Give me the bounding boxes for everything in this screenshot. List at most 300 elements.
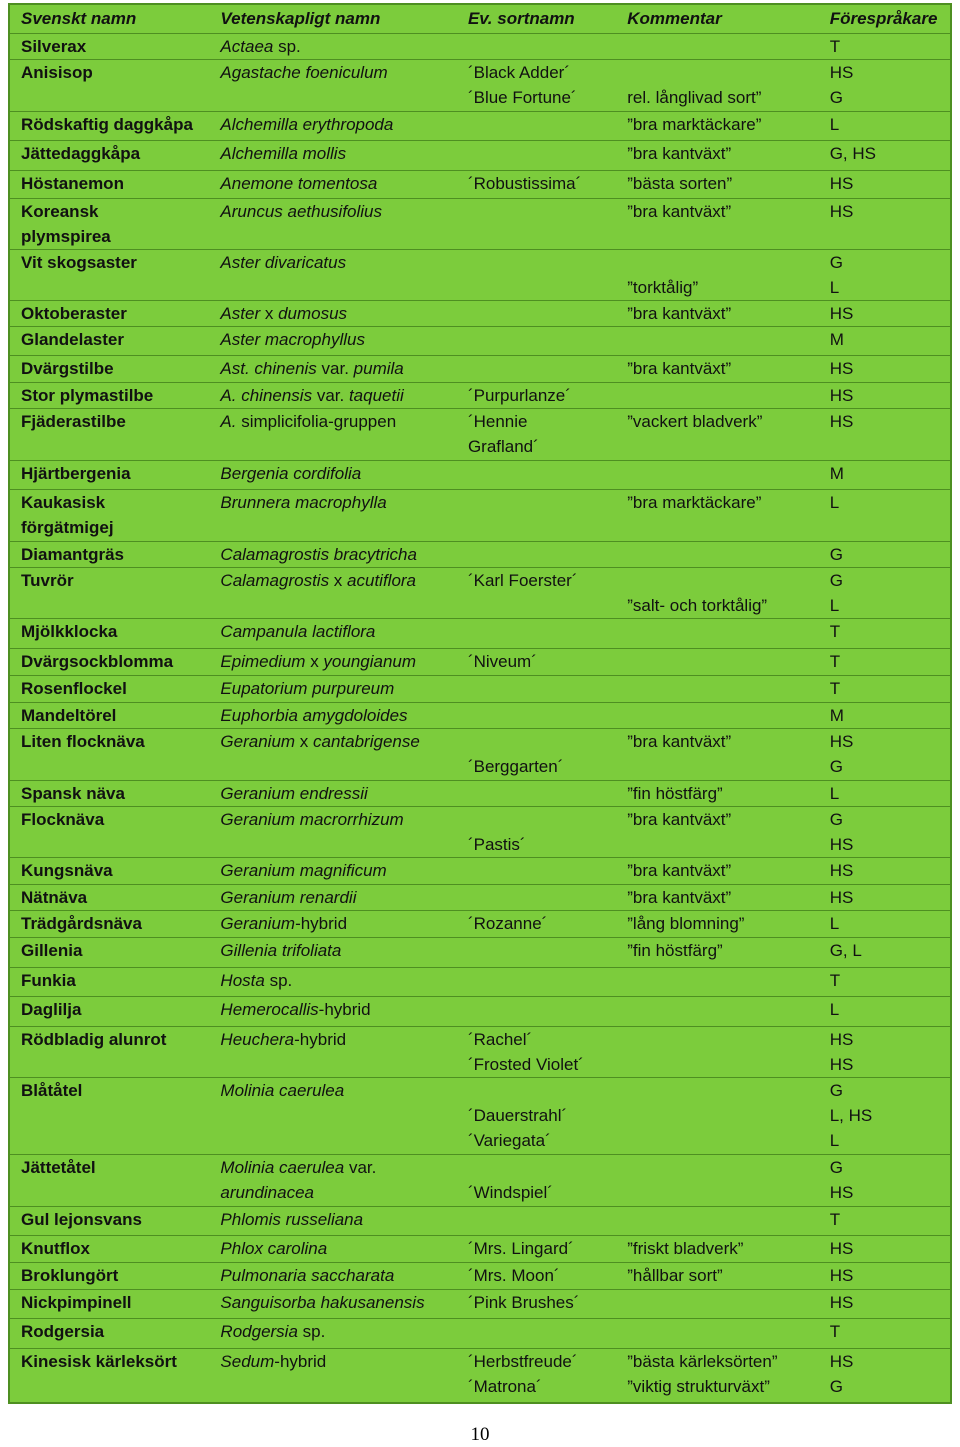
comment-cell xyxy=(616,409,818,461)
advocate-cell xyxy=(819,568,951,619)
scientific-name-cell xyxy=(209,171,457,199)
advocate-line: T xyxy=(829,1210,841,1229)
swedish-name-cell xyxy=(9,327,209,356)
scientific-name-line xyxy=(220,885,457,910)
comment-line: ”salt- och torktålig” xyxy=(627,596,768,615)
scientific-name-cell xyxy=(209,1207,457,1236)
scientific-name-line xyxy=(220,619,457,644)
advocate-cell xyxy=(819,1236,951,1263)
scientific-name-part: x xyxy=(260,304,279,323)
advocate-line: G xyxy=(829,571,843,590)
advocate-cell xyxy=(819,1207,951,1236)
advocate-line: HS xyxy=(829,63,854,82)
comment-cell xyxy=(616,729,818,781)
advocate-cell xyxy=(819,112,951,141)
advocate-line: L, HS xyxy=(829,1106,873,1125)
comment-cell xyxy=(616,807,818,858)
cultivar-line: ´Rozanne´ xyxy=(467,914,548,933)
cultivar-line: ´Matrona´ xyxy=(467,1377,542,1396)
advocate-cell xyxy=(819,997,951,1027)
table-row xyxy=(9,383,951,409)
swedish-name-cell xyxy=(9,141,209,171)
swedish-name-cell xyxy=(9,807,209,858)
cultivar-cell xyxy=(457,858,616,885)
scientific-name-part: Ast. chinenis xyxy=(220,359,317,378)
swedish-name-line: Rödskaftig daggkåpa xyxy=(21,115,193,134)
scientific-name-part: sp. xyxy=(264,971,293,990)
scientific-name-part: Alchemilla mollis xyxy=(220,144,347,163)
table-row xyxy=(9,781,951,807)
cultivar-line: Grafland´ xyxy=(467,437,539,456)
cultivar-line xyxy=(468,729,616,754)
advocate-cell xyxy=(819,649,951,676)
scientific-name-part: x xyxy=(295,732,314,751)
table-row xyxy=(9,327,951,356)
scientific-name-line xyxy=(220,1027,457,1052)
scientific-name-part: x xyxy=(329,571,348,590)
scientific-name-line xyxy=(220,1207,457,1232)
advocate-cell xyxy=(819,542,951,568)
swedish-name-cell xyxy=(9,250,209,301)
cultivar-line: ´Karl Foerster´ xyxy=(467,571,578,590)
comment-line: ”hållbar sort” xyxy=(627,1266,723,1285)
cultivar-line: ´Blue Fortune´ xyxy=(467,88,577,107)
scientific-name-part: Phlox carolina xyxy=(220,1239,328,1258)
advocate-cell xyxy=(819,60,951,112)
advocate-cell xyxy=(819,911,951,938)
comment-cell xyxy=(616,997,818,1027)
advocate-cell xyxy=(819,885,951,911)
scientific-name-line xyxy=(220,327,457,352)
comment-line: ”bästa kärleksörten” xyxy=(627,1352,778,1371)
table-row xyxy=(9,542,951,568)
comment-line: ”bra kantväxt” xyxy=(627,732,732,751)
scientific-name-cell xyxy=(209,60,457,112)
advocate-cell xyxy=(819,938,951,968)
scientific-name-line xyxy=(220,171,457,196)
table-row xyxy=(9,858,951,885)
swedish-name-cell xyxy=(9,171,209,199)
swedish-name-cell xyxy=(9,1027,209,1078)
comment-cell xyxy=(616,619,818,649)
swedish-name-cell xyxy=(9,858,209,885)
scientific-name-cell xyxy=(209,141,457,171)
comment-cell xyxy=(616,171,818,199)
scientific-name-part: Alchemilla erythropoda xyxy=(220,115,394,134)
advocate-line: L xyxy=(829,596,840,615)
swedish-name-line: Diamantgräs xyxy=(21,545,124,564)
scientific-name-part: A. chinensis xyxy=(220,386,313,405)
advocate-line: G xyxy=(829,253,843,272)
scientific-name-part: x xyxy=(305,652,324,671)
scientific-name-line xyxy=(220,703,457,728)
advocate-line: HS xyxy=(829,1055,854,1074)
scientific-name-cell xyxy=(209,911,457,938)
table-row xyxy=(9,1078,951,1155)
comment-line: ”torktålig” xyxy=(627,278,699,297)
scientific-name-part: cantabrigense xyxy=(313,732,420,751)
swedish-name-line: Rödbladig alunrot xyxy=(21,1030,167,1049)
cultivar-cell xyxy=(457,1349,616,1403)
advocate-cell xyxy=(819,1290,951,1319)
header-cultivar: Ev. sortnamn xyxy=(457,4,616,34)
scientific-name-cell xyxy=(209,34,457,60)
scientific-name-part: Agastache foeniculum xyxy=(220,63,388,82)
advocate-cell xyxy=(819,807,951,858)
advocate-cell xyxy=(819,327,951,356)
table-row xyxy=(9,1349,951,1403)
cultivar-cell xyxy=(457,1236,616,1263)
scientific-name-line xyxy=(220,1180,457,1205)
scientific-name-part: acutiflora xyxy=(347,571,417,590)
scientific-name-part: Anemone tomentosa xyxy=(220,174,378,193)
advocate-cell xyxy=(819,676,951,703)
comment-line: ”fin höstfärg” xyxy=(627,941,723,960)
swedish-name-line: Jättetåtel xyxy=(21,1158,96,1177)
swedish-name-cell xyxy=(9,703,209,729)
swedish-name-cell xyxy=(9,568,209,619)
table-row xyxy=(9,461,951,490)
cultivar-line: ´Niveum´ xyxy=(467,652,537,671)
scientific-name-part: Hemerocallis xyxy=(220,1000,319,1019)
scientific-name-cell xyxy=(209,968,457,997)
scientific-name-part: -hybrid xyxy=(294,1030,347,1049)
scientific-name-line xyxy=(220,807,457,832)
swedish-name-line: Glandelaster xyxy=(21,330,124,349)
swedish-name-line: Oktoberaster xyxy=(21,304,127,323)
scientific-name-part: var. xyxy=(316,359,354,378)
scientific-name-cell xyxy=(209,1319,457,1349)
table-row xyxy=(9,1236,951,1263)
swedish-name-cell xyxy=(9,885,209,911)
table-row xyxy=(9,568,951,619)
cultivar-line: ´Mrs. Moon´ xyxy=(467,1266,560,1285)
comment-cell xyxy=(616,968,818,997)
cultivar-cell xyxy=(457,968,616,997)
scientific-name-part: Geranium renardii xyxy=(220,888,357,907)
scientific-name-line xyxy=(220,141,457,166)
scientific-name-cell xyxy=(209,729,457,781)
advocate-cell xyxy=(819,619,951,649)
swedish-name-line: Kungsnäva xyxy=(21,861,113,880)
scientific-name-line xyxy=(220,968,457,993)
swedish-name-line: Stor plymastilbe xyxy=(21,386,154,405)
swedish-name-cell xyxy=(9,461,209,490)
table-row xyxy=(9,885,951,911)
comment-cell xyxy=(616,858,818,885)
advocate-cell xyxy=(819,199,951,250)
scientific-name-cell xyxy=(209,1236,457,1263)
table-row xyxy=(9,729,951,781)
scientific-name-cell xyxy=(209,781,457,807)
scientific-name-cell xyxy=(209,807,457,858)
swedish-name-cell xyxy=(9,1290,209,1319)
scientific-name-part: Campanula lactiflora xyxy=(220,622,376,641)
advocate-line: T xyxy=(829,1322,841,1341)
scientific-name-cell xyxy=(209,858,457,885)
scientific-name-line xyxy=(220,60,457,85)
comment-cell xyxy=(616,568,818,619)
advocate-line: G xyxy=(829,757,843,776)
comment-line: ”friskt bladverk” xyxy=(627,1239,744,1258)
advocate-line: HS xyxy=(829,835,854,854)
scientific-name-cell xyxy=(209,409,457,461)
swedish-name-line: Knutflox xyxy=(21,1239,90,1258)
comment-line: ”lång blomning” xyxy=(627,914,745,933)
scientific-name-part: Geranium endressii xyxy=(220,784,368,803)
advocate-line: G xyxy=(829,810,843,829)
advocate-cell xyxy=(819,1078,951,1155)
cultivar-cell xyxy=(457,34,616,60)
advocate-cell xyxy=(819,968,951,997)
scientific-name-line xyxy=(220,1078,457,1103)
swedish-name-cell xyxy=(9,1207,209,1236)
scientific-name-part: simplicifolia-gruppen xyxy=(236,412,397,431)
comment-line xyxy=(627,60,818,85)
comment-cell xyxy=(616,356,818,383)
cultivar-cell xyxy=(457,807,616,858)
comment-cell xyxy=(616,1236,818,1263)
table-row xyxy=(9,34,951,60)
cultivar-cell xyxy=(457,490,616,542)
swedish-name-cell xyxy=(9,729,209,781)
cultivar-cell xyxy=(457,1319,616,1349)
swedish-name-cell xyxy=(9,356,209,383)
scientific-name-line xyxy=(220,649,457,674)
advocate-cell xyxy=(819,250,951,301)
scientific-name-line xyxy=(220,1155,457,1180)
cultivar-cell xyxy=(457,1155,616,1207)
table-row xyxy=(9,356,951,383)
scientific-name-part: Aster divaricatus xyxy=(220,253,347,272)
comment-cell xyxy=(616,60,818,112)
swedish-name-line: Liten flocknäva xyxy=(21,732,145,751)
cultivar-line: ´Windspiel´ xyxy=(467,1183,553,1202)
scientific-name-part: Calamagrostis bracytricha xyxy=(220,545,417,564)
comment-cell xyxy=(616,542,818,568)
advocate-line: L xyxy=(829,784,840,803)
scientific-name-part: Gillenia trifoliata xyxy=(220,941,342,960)
cultivar-cell xyxy=(457,60,616,112)
advocate-line: L xyxy=(829,493,840,512)
comment-line xyxy=(627,250,818,275)
comment-cell xyxy=(616,703,818,729)
comment-line: ”fin höstfärg” xyxy=(627,784,723,803)
comment-cell xyxy=(616,112,818,141)
scientific-name-cell xyxy=(209,1078,457,1155)
comment-line: ”bra marktäckare” xyxy=(627,115,762,134)
swedish-name-cell xyxy=(9,490,209,542)
swedish-name-line: Hjärtbergenia xyxy=(21,464,131,483)
swedish-name-cell xyxy=(9,1263,209,1290)
comment-cell xyxy=(616,649,818,676)
table-row xyxy=(9,703,951,729)
comment-cell xyxy=(616,1349,818,1403)
advocate-cell xyxy=(819,781,951,807)
scientific-name-line xyxy=(220,676,457,701)
advocate-line: T xyxy=(829,971,841,990)
advocate-cell xyxy=(819,356,951,383)
cultivar-line: ´Hennie xyxy=(467,412,528,431)
cultivar-cell xyxy=(457,649,616,676)
advocate-line: HS xyxy=(829,732,854,751)
swedish-name-cell xyxy=(9,1155,209,1207)
cultivar-cell xyxy=(457,250,616,301)
cultivar-cell xyxy=(457,327,616,356)
comment-cell xyxy=(616,911,818,938)
cultivar-line xyxy=(468,1078,616,1103)
comment-line: ”bästa sorten” xyxy=(627,174,733,193)
advocate-line: G, L xyxy=(829,941,862,960)
advocate-cell xyxy=(819,1349,951,1403)
scientific-name-line xyxy=(220,356,457,381)
cultivar-cell xyxy=(457,542,616,568)
swedish-name-cell xyxy=(9,968,209,997)
swedish-name-line: Broklungört xyxy=(21,1266,119,1285)
scientific-name-cell xyxy=(209,490,457,542)
scientific-name-line xyxy=(220,199,457,224)
scientific-name-line xyxy=(220,461,457,486)
comment-line: ”bra kantväxt” xyxy=(627,861,732,880)
swedish-name-cell xyxy=(9,911,209,938)
advocate-line: HS xyxy=(829,1293,854,1312)
advocate-line: G xyxy=(829,1158,843,1177)
advocate-line: T xyxy=(829,37,841,56)
advocate-line: HS xyxy=(829,1239,854,1258)
table-row xyxy=(9,807,951,858)
advocate-cell xyxy=(819,461,951,490)
comment-cell xyxy=(616,34,818,60)
comment-cell xyxy=(616,676,818,703)
swedish-name-line: Vit skogsaster xyxy=(21,253,137,272)
table-row xyxy=(9,250,951,301)
scientific-name-part: Heuchera xyxy=(220,1030,295,1049)
advocate-line: HS xyxy=(829,359,854,378)
scientific-name-part: youngianum xyxy=(323,652,417,671)
cultivar-cell xyxy=(457,301,616,327)
swedish-name-cell xyxy=(9,199,209,250)
advocate-line: HS xyxy=(829,412,854,431)
comment-line: ”bra kantväxt” xyxy=(627,888,732,907)
scientific-name-part: Euphorbia amygdoloides xyxy=(220,706,408,725)
table-row xyxy=(9,409,951,461)
cultivar-cell xyxy=(457,112,616,141)
table-row xyxy=(9,112,951,141)
cultivar-line: ´Variegata´ xyxy=(467,1131,551,1150)
plant-table xyxy=(8,3,952,1404)
cultivar-cell xyxy=(457,619,616,649)
scientific-name-cell xyxy=(209,568,457,619)
cultivar-cell xyxy=(457,885,616,911)
comment-cell xyxy=(616,1290,818,1319)
swedish-name-line: Gillenia xyxy=(21,941,83,960)
cultivar-line: ´Berggarten´ xyxy=(467,757,564,776)
scientific-name-cell xyxy=(209,938,457,968)
table-row xyxy=(9,649,951,676)
comment-line: ”bra kantväxt” xyxy=(627,202,732,221)
scientific-name-part: pumila xyxy=(353,359,404,378)
table-row xyxy=(9,968,951,997)
advocate-cell xyxy=(819,1155,951,1207)
cultivar-line: ´Purpurlanze´ xyxy=(467,386,571,405)
swedish-name-line: Dvärgsockblomma xyxy=(21,652,174,671)
scientific-name-part: Epimedium xyxy=(220,652,306,671)
advocate-cell xyxy=(819,1319,951,1349)
advocate-cell xyxy=(819,141,951,171)
table-row xyxy=(9,1155,951,1207)
scientific-name-part: Geranium xyxy=(220,914,296,933)
comment-cell xyxy=(616,461,818,490)
table-row xyxy=(9,619,951,649)
swedish-name-line: Anisisop xyxy=(21,63,93,82)
table-row xyxy=(9,1207,951,1236)
advocate-cell xyxy=(819,703,951,729)
scientific-name-part: Phlomis russeliana xyxy=(220,1210,364,1229)
scientific-name-part: sp. xyxy=(297,1322,326,1341)
scientific-name-line xyxy=(220,301,457,326)
scientific-name-cell xyxy=(209,1027,457,1078)
cultivar-line xyxy=(468,1155,616,1180)
advocate-cell xyxy=(819,301,951,327)
comment-line: ”bra kantväxt” xyxy=(627,810,732,829)
comment-cell xyxy=(616,781,818,807)
header-swedish-name: Svenskt namn xyxy=(9,4,209,34)
scientific-name-part: Aster xyxy=(220,304,261,323)
scientific-name-line xyxy=(220,409,457,434)
scientific-name-part: Eupatorium purpureum xyxy=(220,679,395,698)
comment-line: ”bra kantväxt” xyxy=(627,304,732,323)
cultivar-cell xyxy=(457,1027,616,1078)
advocate-line: HS xyxy=(829,202,854,221)
swedish-name-line: Nätnäva xyxy=(21,888,88,907)
scientific-name-cell xyxy=(209,199,457,250)
scientific-name-part: var. xyxy=(344,1158,377,1177)
scientific-name-part: -hybrid xyxy=(318,1000,371,1019)
comment-cell xyxy=(616,1078,818,1155)
swedish-name-line: plymspirea xyxy=(21,227,111,246)
scientific-name-cell xyxy=(209,542,457,568)
header-comment: Kommentar xyxy=(616,4,818,34)
comment-cell xyxy=(616,1319,818,1349)
table-row xyxy=(9,938,951,968)
advocate-line: G, HS xyxy=(829,144,876,163)
swedish-name-line: Gul lejonsvans xyxy=(21,1210,142,1229)
comment-cell xyxy=(616,250,818,301)
comment-line: ”bra marktäckare” xyxy=(627,493,762,512)
table-row xyxy=(9,199,951,250)
swedish-name-cell xyxy=(9,301,209,327)
swedish-name-cell xyxy=(9,60,209,112)
scientific-name-line xyxy=(220,858,457,883)
scientific-name-cell xyxy=(209,1349,457,1403)
scientific-name-part: Sedum xyxy=(220,1352,275,1371)
swedish-name-cell xyxy=(9,542,209,568)
swedish-name-cell xyxy=(9,997,209,1027)
scientific-name-line xyxy=(220,1263,457,1288)
advocate-cell xyxy=(819,171,951,199)
advocate-line: HS xyxy=(829,1266,854,1285)
advocate-line: HS xyxy=(829,174,854,193)
swedish-name-cell xyxy=(9,409,209,461)
advocate-line: HS xyxy=(829,1352,854,1371)
advocate-line: HS xyxy=(829,304,854,323)
cultivar-cell xyxy=(457,409,616,461)
scientific-name-part: Brunnera macrophylla xyxy=(220,493,387,512)
advocate-line: L xyxy=(829,278,840,297)
scientific-name-cell xyxy=(209,997,457,1027)
scientific-name-cell xyxy=(209,250,457,301)
advocate-line: T xyxy=(829,652,841,671)
